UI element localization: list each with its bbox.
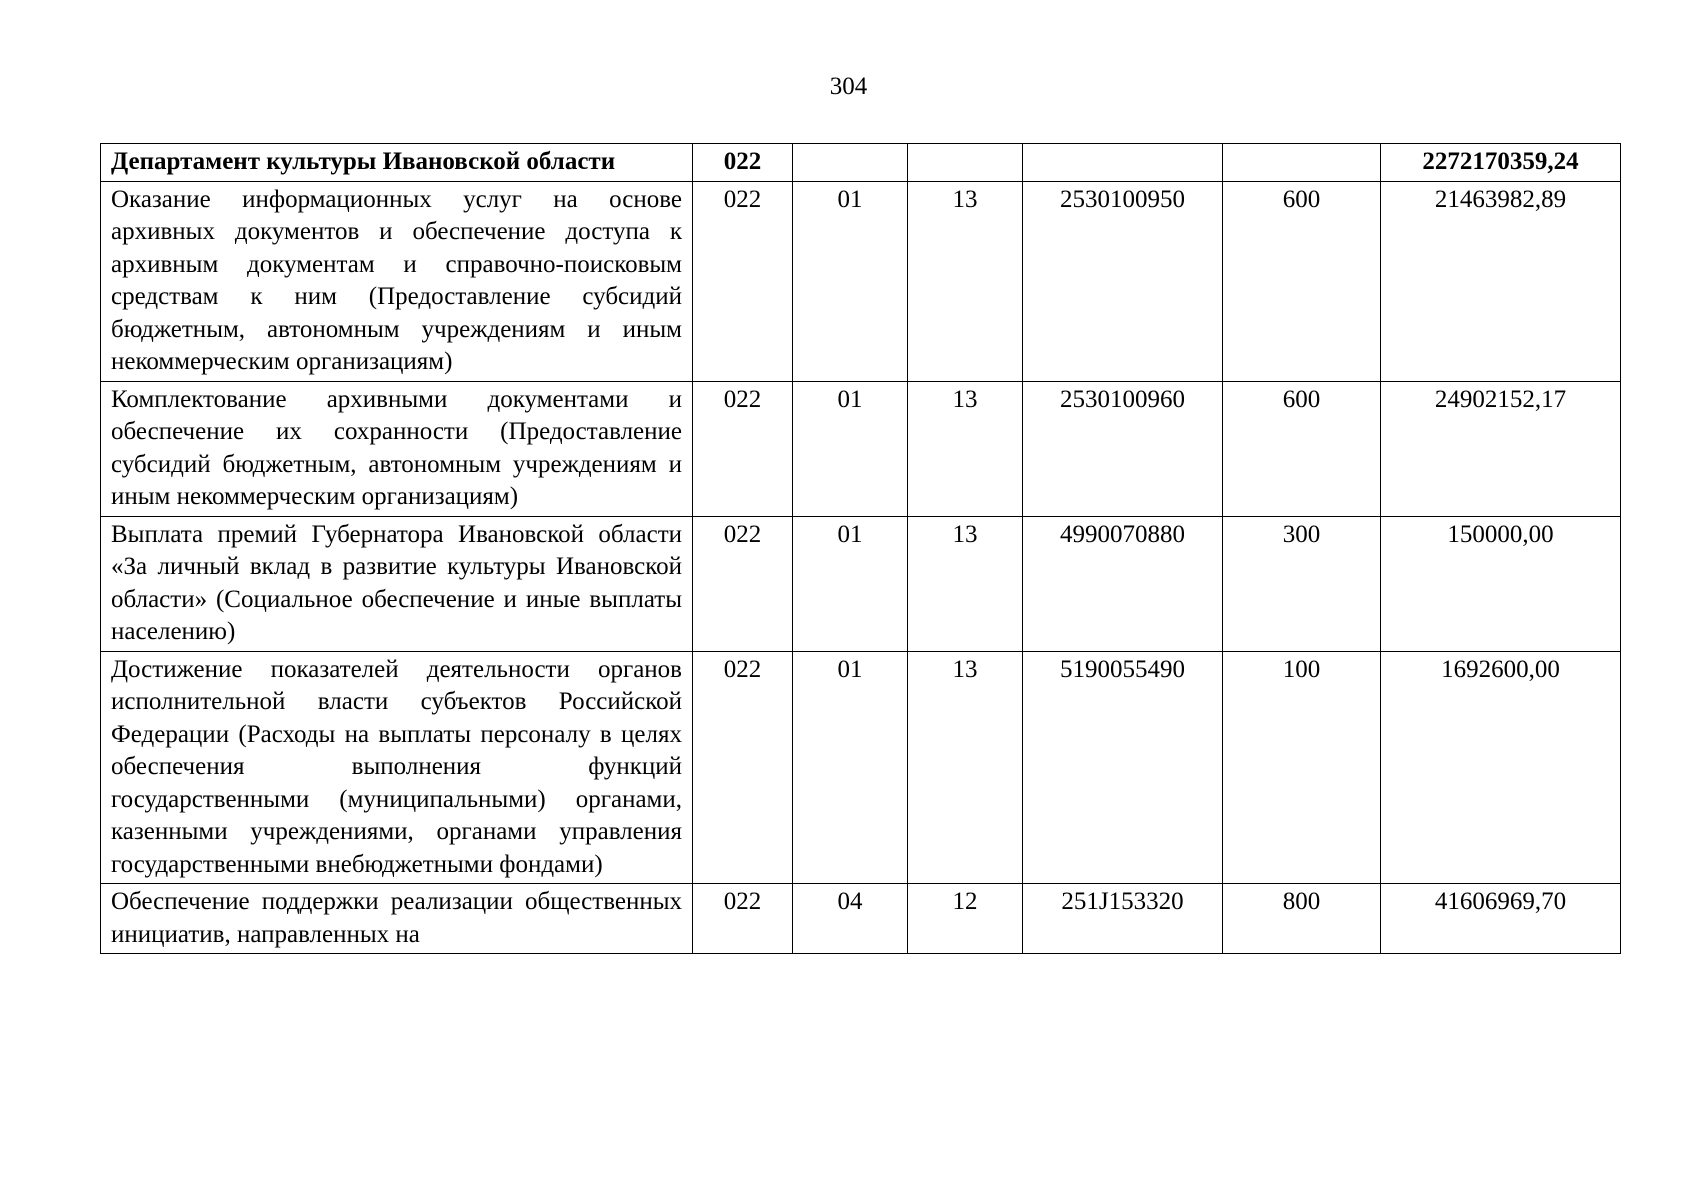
ministry-code-cell: 022 xyxy=(693,181,793,381)
row-name-cell: Обеспечение поддержки реализации общественных инициатив, направленных на xyxy=(101,884,693,954)
ministry-code-cell: 022 xyxy=(693,651,793,884)
amount-cell: 2272170359,24 xyxy=(1381,144,1621,182)
table-row xyxy=(101,381,1621,516)
subsection-cell: 13 xyxy=(908,381,1023,516)
target-article-cell: 5190055490 xyxy=(1023,651,1223,884)
table-row xyxy=(101,651,1621,884)
subsection-cell: 13 xyxy=(908,516,1023,651)
amount-cell: 150000,00 xyxy=(1381,516,1621,651)
amount-cell: 21463982,89 xyxy=(1381,181,1621,381)
budget-table xyxy=(100,143,1621,954)
section-cell: 01 xyxy=(793,651,908,884)
target-article-cell: 251J153320 xyxy=(1023,884,1223,954)
expense-type-cell: 800 xyxy=(1223,884,1381,954)
subsection-cell: 13 xyxy=(908,651,1023,884)
target-article-cell: 4990070880 xyxy=(1023,516,1223,651)
row-name-cell: Департамент культуры Ивановской области xyxy=(101,144,693,182)
target-article-cell: 2530100960 xyxy=(1023,381,1223,516)
subsection-cell: 12 xyxy=(908,884,1023,954)
table-row xyxy=(101,884,1621,954)
ministry-code-cell: 022 xyxy=(693,884,793,954)
expense-type-cell: 600 xyxy=(1223,181,1381,381)
ministry-code-cell: 022 xyxy=(693,381,793,516)
page-number: 304 xyxy=(829,73,868,100)
section-cell: 04 xyxy=(793,884,908,954)
ministry-code-cell: 022 xyxy=(693,144,793,182)
amount-cell: 24902152,17 xyxy=(1381,381,1621,516)
amount-cell: 41606969,70 xyxy=(1381,884,1621,954)
target-article-cell: 2530100950 xyxy=(1023,181,1223,381)
table-row xyxy=(101,144,1621,182)
expense-type-cell: 300 xyxy=(1223,516,1381,651)
subsection-cell: 13 xyxy=(908,181,1023,381)
section-cell xyxy=(793,144,908,182)
subsection-cell xyxy=(908,144,1023,182)
table-row xyxy=(101,181,1621,381)
expense-type-cell: 600 xyxy=(1223,381,1381,516)
row-name-cell: Достижение показателей деятельности органов исполнительной власти субъектов Российской Федерации (Расходы на выплаты персоналу в целях обеспечения выполнения функций государственными (муниципальными) органами, казенными учреждениями, органами управления государственными внебюджетными фондами) xyxy=(101,651,693,884)
row-name-cell: Оказание информационных услуг на основе архивных документов и обеспечение доступа к архивным документам и справочно-поисковым средствам к ним (Предоставление субсидий бюджетным, автономным учреждениям и иным некоммерческим организациям) xyxy=(101,181,693,381)
section-cell: 01 xyxy=(793,516,908,651)
amount-cell: 1692600,00 xyxy=(1381,651,1621,884)
row-name-cell: Комплектование архивными документами и обеспечение их сохранности (Предоставление субсидий бюджетным, автономным учреждениям и иным некоммерческим организациям) xyxy=(101,381,693,516)
ministry-code-cell: 022 xyxy=(693,516,793,651)
section-cell: 01 xyxy=(793,181,908,381)
expense-type-cell xyxy=(1223,144,1381,182)
section-cell: 01 xyxy=(793,381,908,516)
target-article-cell xyxy=(1023,144,1223,182)
row-name-cell: Выплата премий Губернатора Ивановской области «За личный вклад в развитие культуры Ивановской области» (Социальное обеспечение и иные выплаты населению) xyxy=(101,516,693,651)
table-row xyxy=(101,516,1621,651)
expense-type-cell: 100 xyxy=(1223,651,1381,884)
